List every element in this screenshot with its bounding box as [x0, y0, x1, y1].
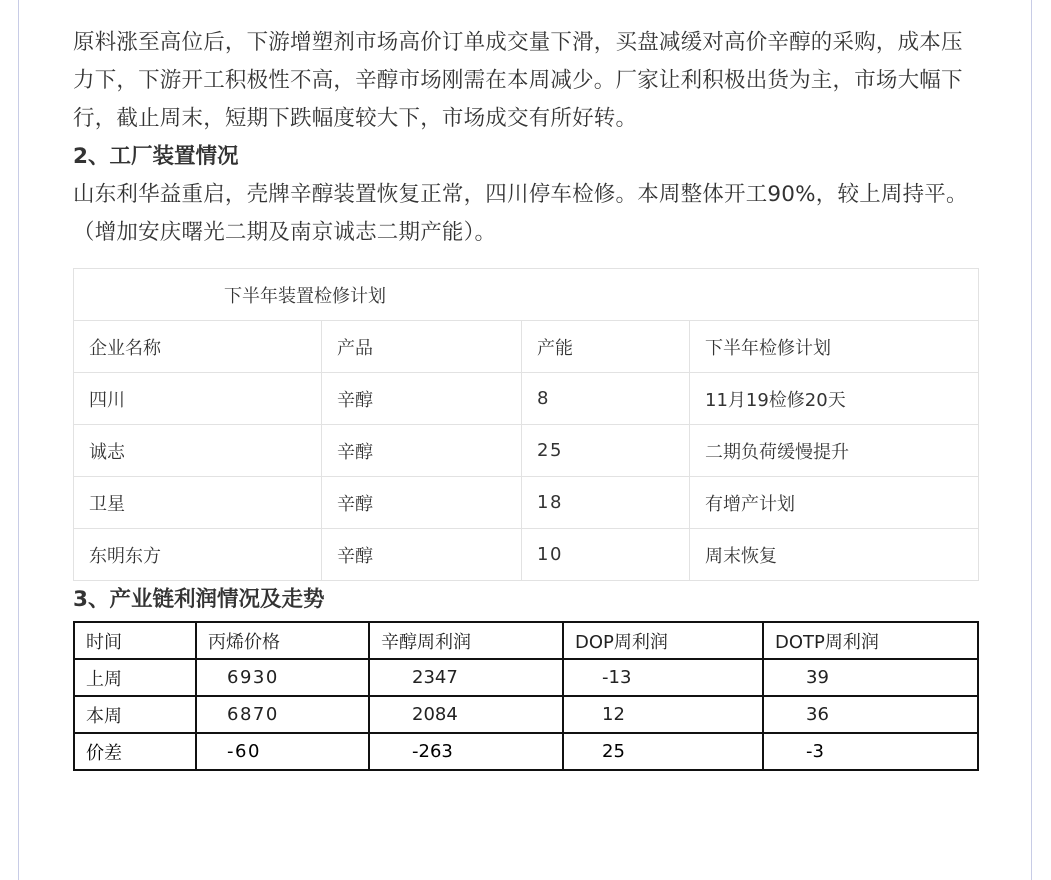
cell-octanol-profit: 2084 — [369, 696, 563, 733]
cell-octanol-profit: -263 — [369, 733, 563, 770]
cell-propylene-price: -60 — [196, 733, 369, 770]
header-dop-profit: DOP周利润 — [563, 622, 763, 659]
cell-time: 本周 — [74, 696, 196, 733]
cell-plan: 二期负荷缓慢提升 — [690, 425, 979, 477]
header-plan: 下半年检修计划 — [690, 321, 979, 373]
profit-table — [73, 621, 979, 771]
table-row — [74, 373, 979, 425]
cell-company: 四川 — [74, 373, 322, 425]
cell-dotp-profit: 36 — [763, 696, 978, 733]
profit-header-row — [74, 622, 978, 659]
table-row — [74, 696, 978, 733]
header-product: 产品 — [322, 321, 522, 373]
cell-dotp-profit: -3 — [763, 733, 978, 770]
cell-product: 辛醇 — [322, 477, 522, 529]
article-content — [73, 24, 979, 771]
frame-right-border — [1031, 0, 1032, 880]
cell-capacity: 18 — [522, 477, 690, 529]
cell-company: 卫星 — [74, 477, 322, 529]
section-heading-factory: 2、工厂装置情况 — [73, 144, 239, 169]
header-time: 时间 — [74, 622, 196, 659]
cell-plan: 11月19检修20天 — [690, 373, 979, 425]
cell-dop-profit: 12 — [563, 696, 763, 733]
cell-product: 辛醇 — [322, 373, 522, 425]
header-octanol-profit: 辛醇周利润 — [369, 622, 563, 659]
cell-capacity: 10 — [522, 529, 690, 581]
cell-product: 辛醇 — [322, 529, 522, 581]
factory-paragraph: 山东利华益重启，壳牌辛醇装置恢复正常，四川停车检修。本周整体开工90%，较上周持平。（增加安庆曙光二期及南京诚志二期产能）。 — [73, 182, 968, 245]
header-company: 企业名称 — [74, 321, 322, 373]
frame-left-border — [18, 0, 19, 880]
cell-plan: 有增产计划 — [690, 477, 979, 529]
cell-time: 上周 — [74, 659, 196, 696]
cell-dop-profit: -13 — [563, 659, 763, 696]
cell-dop-profit: 25 — [563, 733, 763, 770]
cell-capacity: 25 — [522, 425, 690, 477]
cell-octanol-profit: 2347 — [369, 659, 563, 696]
cell-dotp-profit: 39 — [763, 659, 978, 696]
maintenance-plan-table — [73, 268, 979, 581]
table-row — [74, 477, 979, 529]
table-row — [74, 659, 978, 696]
cell-propylene-price: 6930 — [196, 659, 369, 696]
intro-paragraph: 原料涨至高位后，下游增塑剂市场高价订单成交量下滑，买盘减缓对高价辛醇的采购，成本压力下，下游开工积极性不高，辛醇市场刚需在本周减少。厂家让利积极出货为主，市场大幅下行，截止周末，短期下跌幅度较大下，市场成交有所好转。 — [73, 30, 963, 131]
table-caption-row — [74, 269, 979, 321]
cell-product: 辛醇 — [322, 425, 522, 477]
table-row — [74, 425, 979, 477]
cell-capacity: 8 — [522, 373, 690, 425]
header-dotp-profit: DOTP周利润 — [763, 622, 978, 659]
cell-company: 诚志 — [74, 425, 322, 477]
table-row — [74, 733, 978, 770]
table-caption: 下半年装置检修计划 — [74, 269, 979, 321]
cell-propylene-price: 6870 — [196, 696, 369, 733]
header-propylene-price: 丙烯价格 — [196, 622, 369, 659]
table-row — [74, 529, 979, 581]
cell-time: 价差 — [74, 733, 196, 770]
cell-company: 东明东方 — [74, 529, 322, 581]
table-header-row — [74, 321, 979, 373]
cell-plan: 周末恢复 — [690, 529, 979, 581]
header-capacity: 产能 — [522, 321, 690, 373]
section-heading-profit: 3、产业链利润情况及走势 — [73, 587, 325, 612]
